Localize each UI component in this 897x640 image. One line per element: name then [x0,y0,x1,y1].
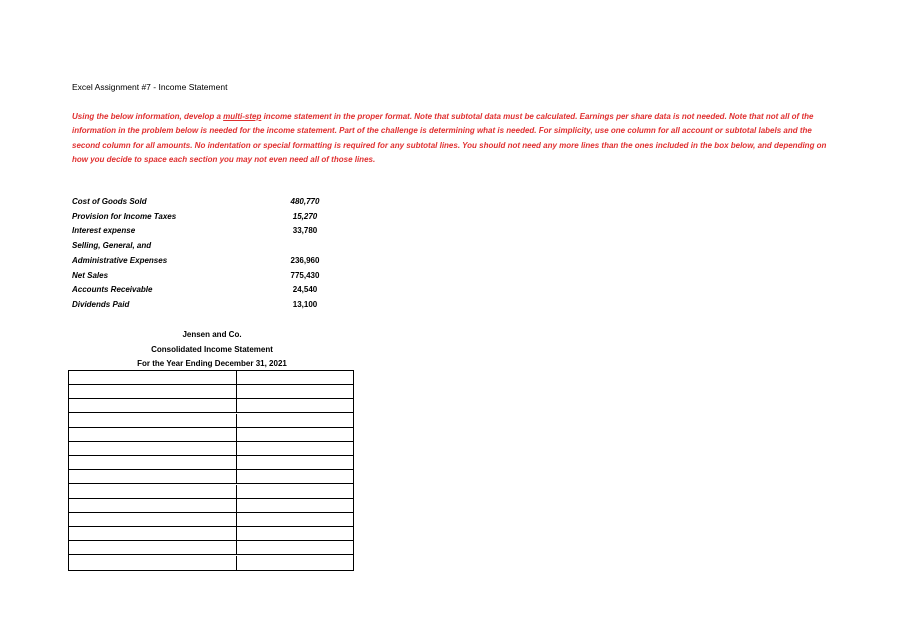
label-cell[interactable] [70,428,237,441]
item-label: Accounts Receivable [72,285,153,294]
amount-cell[interactable] [237,485,353,498]
amount-cell[interactable] [237,527,353,540]
instructions-part1: Using the below information, develop a [72,112,224,121]
table-row [69,499,353,513]
item-label: Net Sales [72,270,109,280]
item-label: Interest expense [72,226,136,235]
table-row [69,470,353,484]
instructions-text [72,110,842,167]
label-cell[interactable] [70,527,237,540]
amount-cell[interactable] [237,556,353,570]
table-row [69,527,353,541]
list-item [72,271,332,285]
list-item [72,256,332,270]
company-name: Jensen and Co. [182,330,242,339]
list-item [72,300,332,314]
amount-cell[interactable] [237,414,353,427]
instructions-underlined: multi-step [223,112,262,121]
amount-cell[interactable] [237,541,353,554]
label-cell[interactable] [70,485,237,498]
amount-cell[interactable] [237,399,353,412]
label-cell[interactable] [70,556,237,570]
table-row [69,513,353,527]
item-label: Administrative Expenses [72,256,168,265]
label-cell[interactable] [70,442,237,455]
table-row [69,414,353,428]
table-row [69,428,353,442]
answer-grid [68,370,354,571]
amount-cell[interactable] [237,428,353,441]
label-cell[interactable] [70,414,237,427]
table-row [69,371,353,385]
item-value: 33,780 [292,226,318,235]
statement-period: For the Year Ending December 31, 2021 [137,359,287,368]
item-value: 480,770 [290,197,320,206]
amount-cell[interactable] [237,499,353,512]
amount-cell[interactable] [237,371,353,384]
item-label: Provision for Income Taxes [72,211,177,221]
list-item [72,212,332,226]
item-value: 24,540 [292,285,318,294]
item-label: Cost of Goods Sold [72,197,147,206]
list-item [72,226,332,240]
list-item [72,285,332,299]
table-row [69,399,353,413]
item-value: 236,960 [290,256,320,265]
table-row [69,385,353,399]
table-row [69,556,353,570]
item-value: 775,430 [290,270,320,280]
table-row [69,485,353,499]
item-label: Selling, General, and [72,240,152,250]
list-item [72,241,332,255]
label-cell[interactable] [70,499,237,512]
instructions-part2: income statement in the proper format. Note that subtotal data must be calculated. Earnings per share data is not needed. Note that not all of the information in the problem below is needed for the income statement. Part of the challenge is determining what is needed. For simplicity, use one column for all account or subtotal labels and the second column for all amounts. No indentation or special formatting is required for any subtotal lines. You should not need any more lines than the ones included in the box below, and depending on how you decide to space each section you may not even need all of those lines. [72,112,827,164]
label-cell[interactable] [70,541,237,554]
amount-cell[interactable] [237,456,353,469]
amount-cell[interactable] [237,513,353,526]
item-value: 15,270 [292,211,318,221]
statement-name: Consolidated Income Statement [151,345,273,354]
amount-cell[interactable] [237,442,353,455]
label-cell[interactable] [70,371,237,384]
list-item [72,197,332,211]
table-row [69,442,353,456]
table-row [69,456,353,470]
label-cell[interactable] [70,513,237,526]
table-row [69,541,353,555]
label-cell[interactable] [70,385,237,398]
item-value: 13,100 [292,299,318,309]
amount-cell[interactable] [237,470,353,483]
assignment-title: Excel Assignment #7 - Income Statement [72,82,228,92]
label-cell[interactable] [70,399,237,412]
label-cell[interactable] [70,470,237,483]
item-label: Dividends Paid [72,299,130,309]
amount-cell[interactable] [237,385,353,398]
label-cell[interactable] [70,456,237,469]
